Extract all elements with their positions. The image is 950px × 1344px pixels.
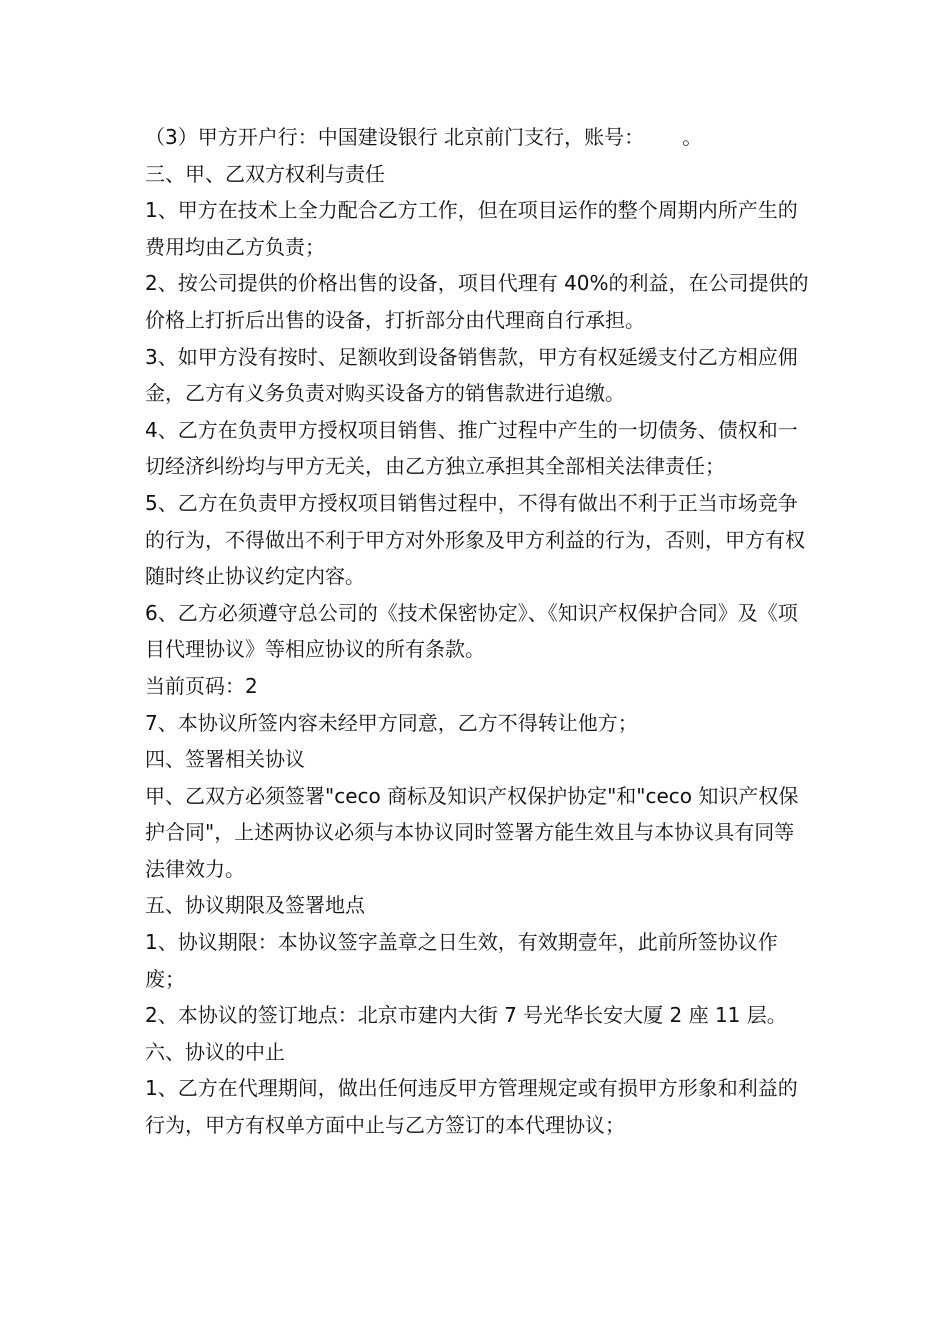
paragraph-agreements: 甲、乙双方必须签署"ceco 商标及知识产权保护协定"和"ceco 知识产权保护合同"，上述两协议必须与本协议同时签署方能生效且与本协议具有同等法律效力。: [145, 783, 799, 881]
section-heading-termination: 六、协议的中止: [145, 1039, 285, 1064]
paragraph-term-1: 1、协议期限：本协议签字盖章之日生效，有效期壹年，此前所签协议作废；: [145, 930, 778, 991]
paragraph-term-2: 2、本协议的签订地点：北京市建内大街 7 号光华长安大厦 2 座 11 层。: [145, 1003, 787, 1028]
document-body: [145, 119, 810, 1144]
section-heading-agreements: 四、签署相关协议: [145, 747, 305, 772]
paragraph-clause-5: 5、乙方在负责甲方授权项目销售过程中，不得有做出不利于正当市场竞争的行为，不得做出不利于甲方对外形象及甲方利益的行为，否则，甲方有权随时终止协议约定内容。: [145, 490, 805, 589]
paragraph-clause-1: 1、甲方在技术上全力配合乙方工作，但在项目运作的整个周期内所产生的费用均由乙方负责；: [145, 198, 798, 259]
section-heading-term: 五、协议期限及签署地点: [145, 893, 365, 918]
section-heading-rights: 三、甲、乙双方权利与责任: [145, 161, 385, 186]
paragraph-bank-account: （3）甲方开户行：中国建设银行 北京前门支行，账号： 。: [145, 125, 703, 149]
paragraph-clause-3: 3、如甲方没有按时、足额收到设备销售款，甲方有权延缓支付乙方相应佣金，乙方有义务负责对购买设备方的销售款进行追缴。: [145, 344, 798, 406]
paragraph-clause-4: 4、乙方在负责甲方授权项目销售、推广过程中产生的一切债务、债权和一切经济纠纷均与甲方无关，由乙方独立承担其全部相关法律责任；: [145, 417, 798, 479]
page-number: 当前页码：2: [145, 673, 258, 698]
paragraph-clause-7: 7、本协议所签内容未经甲方同意，乙方不得转让他方；: [145, 710, 638, 735]
paragraph-clause-2: 2、按公司提供的价格出售的设备，项目代理有 40%的利益，在公司提供的价格上打折后出售的设备，打折部分由代理商自行承担。: [145, 271, 809, 332]
paragraph-clause-6: 6、乙方必须遵守总公司的《技术保密协定》、《知识产权保护合同》及《项目代理协议》等相应协议的所有条款。: [145, 600, 798, 662]
paragraph-termination-1: 1、乙方在代理期间，做出任何违反甲方管理规定或有损甲方形象和利益的行为，甲方有权单方面中止与乙方签订的本代理协议；: [145, 1076, 798, 1138]
